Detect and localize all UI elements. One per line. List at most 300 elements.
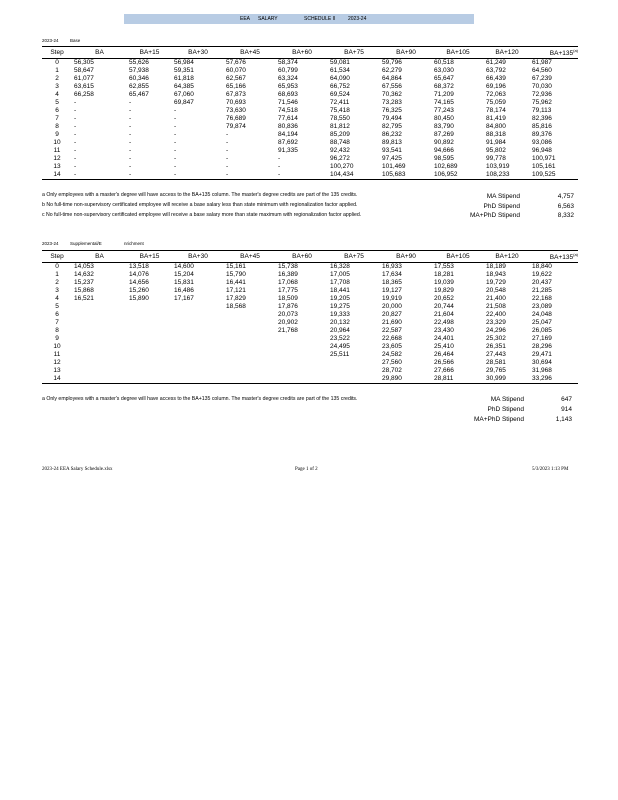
salary-cell: 19,622 [532, 271, 552, 279]
salary-cell: 69,524 [330, 91, 350, 99]
salary-cell [72, 375, 127, 384]
salary-cell: 18,365 [382, 279, 402, 287]
step-cell: 5 [55, 303, 59, 311]
salary-cell: 102,689 [434, 163, 458, 171]
table1-header-row [42, 47, 578, 59]
salary-cell: 92,432 [330, 147, 350, 155]
salary-cell: 71,546 [278, 99, 298, 107]
salary-cell: 28,296 [532, 343, 552, 351]
salary-cell [172, 303, 224, 311]
table-row [42, 327, 578, 335]
column-header: Step [42, 47, 72, 59]
salary-cell: 56,305 [74, 59, 94, 67]
salary-cell: 17,005 [330, 271, 350, 279]
salary-cell: 15,260 [129, 287, 149, 295]
salary-cell: 63,615 [74, 83, 94, 91]
salary-cell: 19,275 [330, 303, 350, 311]
salary-cell: 21,604 [434, 311, 454, 319]
salary-cell: 59,081 [330, 59, 350, 67]
salary-cell: 27,169 [532, 335, 552, 343]
salary-cell: 20,132 [330, 319, 350, 327]
step-cell: 3 [55, 287, 59, 295]
table2-year-label: 2023-24 [42, 241, 59, 246]
table1-phd-stipend-label: PhD Stipend [483, 203, 520, 210]
salary-cell: - [174, 115, 177, 123]
column-header: BA+30 [172, 47, 224, 59]
salary-cell: 65,467 [129, 91, 149, 99]
salary-cell: - [74, 115, 77, 123]
salary-cell: - [129, 155, 132, 163]
salary-cell: 63,030 [434, 67, 454, 75]
salary-cell: 74,165 [434, 99, 454, 107]
table-row [42, 147, 578, 155]
table-row [42, 271, 578, 279]
salary-cell [127, 375, 172, 384]
salary-cell: - [129, 115, 132, 123]
salary-cell: 63,792 [486, 67, 506, 75]
salary-cell: 18,189 [486, 263, 506, 271]
salary-cell: - [129, 163, 132, 171]
salary-cell: 33,296 [530, 375, 578, 384]
salary-cell: 73,283 [382, 99, 402, 107]
salary-cell: 57,676 [226, 59, 246, 67]
salary-cell [172, 327, 224, 335]
column-header: BA+75 [328, 47, 380, 59]
base-salary-table [42, 46, 578, 180]
salary-cell: 61,534 [330, 67, 350, 75]
salary-cell: 18,509 [278, 295, 298, 303]
salary-cell: 20,744 [434, 303, 454, 311]
salary-cell: 67,873 [226, 91, 246, 99]
step-cell: 7 [55, 319, 59, 327]
salary-cell: 89,376 [532, 131, 552, 139]
salary-cell: 64,385 [174, 83, 194, 91]
salary-cell: 62,279 [382, 67, 402, 75]
salary-cell: 13,518 [129, 263, 149, 271]
table2-name-label-extra: nrichment [124, 241, 144, 246]
salary-cell: 65,647 [434, 75, 454, 83]
salary-cell: 64,864 [382, 75, 402, 83]
salary-cell: 61,818 [174, 75, 194, 83]
step-cell: 14 [42, 375, 72, 384]
salary-cell [276, 343, 328, 351]
salary-cell: 64,090 [330, 75, 350, 83]
salary-cell: 82,396 [532, 115, 552, 123]
salary-cell: 27,560 [382, 359, 402, 367]
salary-cell: 20,964 [330, 327, 350, 335]
column-header: BA+105 [432, 47, 484, 59]
salary-cell [276, 367, 328, 375]
salary-cell: 28,581 [486, 359, 506, 367]
salary-cell: 79,874 [226, 123, 246, 131]
table-row [42, 279, 578, 287]
salary-cell: 96,948 [532, 147, 552, 155]
salary-cell: 21,285 [532, 287, 552, 295]
step-cell: 6 [55, 311, 59, 319]
salary-cell [172, 311, 224, 319]
salary-cell: 23,430 [434, 327, 454, 335]
step-cell: 2 [55, 75, 59, 83]
salary-cell: 55,626 [129, 59, 149, 67]
salary-cell: 60,518 [434, 59, 454, 67]
salary-cell: 26,566 [434, 359, 454, 367]
step-cell: 4 [55, 91, 59, 99]
salary-cell: 15,738 [278, 263, 298, 271]
salary-cell: 104,434 [328, 171, 380, 180]
salary-cell: 80,836 [278, 123, 298, 131]
salary-cell: 30,694 [532, 359, 552, 367]
salary-cell: 60,799 [278, 67, 298, 75]
table-row [42, 343, 578, 351]
table-row [42, 359, 578, 367]
salary-cell: 15,161 [226, 263, 246, 271]
salary-cell: 20,827 [382, 311, 402, 319]
table-row [42, 163, 578, 171]
salary-cell: 17,553 [434, 263, 454, 271]
salary-cell [328, 375, 380, 384]
salary-cell: 25,302 [486, 335, 506, 343]
step-cell: 13 [53, 163, 61, 171]
table-row [42, 155, 578, 163]
salary-cell: 25,511 [330, 351, 350, 359]
salary-cell: 22,668 [382, 335, 402, 343]
salary-cell: - [72, 171, 127, 180]
salary-cell [127, 343, 172, 351]
salary-cell [172, 319, 224, 327]
salary-cell: 26,464 [434, 351, 454, 359]
table1-name-label: Base [70, 38, 81, 43]
salary-cell [72, 335, 127, 343]
salary-cell [224, 375, 276, 384]
table-row [42, 107, 578, 115]
salary-cell: 81,419 [486, 115, 506, 123]
salary-cell: 20,437 [532, 279, 552, 287]
salary-cell [72, 327, 127, 335]
salary-cell: - [174, 107, 177, 115]
step-cell: 4 [55, 295, 59, 303]
salary-cell: 67,239 [532, 75, 552, 83]
salary-cell: 99,778 [486, 155, 506, 163]
salary-cell: 76,325 [382, 107, 402, 115]
step-cell: 3 [55, 83, 59, 91]
step-cell: 10 [53, 139, 61, 147]
salary-cell: - [74, 123, 77, 131]
salary-cell: 83,790 [434, 123, 454, 131]
table1-year-label: 2023-24 [42, 38, 59, 43]
salary-cell: 61,249 [486, 59, 506, 67]
salary-cell [72, 311, 127, 319]
salary-cell [127, 351, 172, 359]
salary-cell: 80,450 [434, 115, 454, 123]
title-org: EEA [240, 16, 251, 22]
step-cell: 2 [55, 279, 59, 287]
salary-cell: 22,498 [434, 319, 454, 327]
salary-cell: 88,748 [330, 139, 350, 147]
salary-cell: 14,632 [74, 271, 94, 279]
salary-cell: - [174, 155, 177, 163]
table-row [42, 311, 578, 319]
salary-cell: 22,168 [532, 295, 552, 303]
salary-cell [276, 351, 328, 359]
salary-cell: 17,775 [278, 287, 298, 295]
salary-cell: 60,346 [129, 75, 149, 83]
salary-cell: 21,508 [486, 303, 506, 311]
salary-cell [127, 335, 172, 343]
salary-cell: 15,890 [129, 295, 149, 303]
salary-cell: 67,060 [174, 91, 194, 99]
step-cell: 0 [55, 263, 59, 271]
salary-cell: 98,595 [434, 155, 454, 163]
table2-ma-stipend-value: 647 [561, 396, 572, 403]
step-cell: 8 [55, 327, 59, 335]
salary-cell: 79,494 [382, 115, 402, 123]
salary-cell: 17,167 [174, 295, 194, 303]
salary-cell: 25,410 [434, 343, 454, 351]
salary-cell: 68,693 [278, 91, 298, 99]
salary-cell: 17,634 [382, 271, 402, 279]
salary-cell: - [74, 139, 77, 147]
salary-cell: - [74, 163, 77, 171]
salary-cell [224, 343, 276, 351]
salary-cell: - [224, 171, 276, 180]
salary-cell: 66,752 [330, 83, 350, 91]
table1-note-b: b No full-time non-supervisory certificated employee will receive a base salary less than state minimum with regionalization factor applied. [42, 202, 358, 208]
salary-cell: 24,401 [434, 335, 454, 343]
salary-cell: 17,829 [226, 295, 246, 303]
salary-cell: 58,374 [278, 59, 298, 67]
salary-cell: 23,329 [486, 319, 506, 327]
salary-cell: 19,039 [434, 279, 454, 287]
salary-cell: 28,702 [382, 367, 402, 375]
salary-cell: 87,269 [434, 131, 454, 139]
salary-cell: 16,521 [74, 295, 94, 303]
salary-cell: 57,938 [129, 67, 149, 75]
salary-cell: 89,813 [382, 139, 402, 147]
table-row [42, 115, 578, 123]
salary-cell: 86,232 [382, 131, 402, 139]
salary-cell: 17,121 [226, 287, 246, 295]
salary-cell [276, 335, 328, 343]
salary-cell: 26,085 [532, 327, 552, 335]
salary-cell: 61,987 [532, 59, 552, 67]
salary-cell [72, 303, 127, 311]
table-row [42, 263, 578, 272]
salary-cell: 61,077 [74, 75, 94, 83]
title-schedule: SCHEDULE II [304, 16, 336, 22]
column-header: BA+15 [127, 47, 172, 59]
salary-cell: 21,400 [486, 295, 506, 303]
step-cell: 12 [53, 359, 61, 367]
salary-cell: 17,876 [278, 303, 298, 311]
table2-ma-stipend-label: MA Stipend [490, 396, 524, 403]
salary-cell: - [74, 147, 77, 155]
salary-cell: - [74, 99, 77, 107]
table-row [42, 335, 578, 343]
salary-cell: 60,070 [226, 67, 246, 75]
step-cell: 5 [55, 99, 59, 107]
table-row [42, 131, 578, 139]
salary-cell [172, 351, 224, 359]
column-header: BA+90 [380, 251, 432, 263]
table-row [42, 303, 578, 311]
step-cell: 8 [55, 123, 59, 131]
salary-cell [328, 359, 380, 367]
salary-cell: 75,962 [532, 99, 552, 107]
salary-cell: - [226, 155, 229, 163]
salary-cell: - [74, 131, 77, 139]
salary-cell [276, 359, 328, 367]
footnote-marker: (a) [573, 48, 578, 53]
salary-cell [224, 351, 276, 359]
salary-cell [224, 335, 276, 343]
salary-cell: 30,999 [484, 375, 530, 384]
table-row [42, 99, 578, 107]
salary-cell: 15,831 [174, 279, 194, 287]
salary-cell [172, 343, 224, 351]
salary-cell: 16,486 [174, 287, 194, 295]
salary-cell [127, 367, 172, 375]
salary-cell: - [226, 131, 229, 139]
step-cell: 9 [55, 335, 59, 343]
salary-cell: - [226, 147, 229, 155]
salary-cell: 73,630 [226, 107, 246, 115]
table2-header-row [42, 251, 578, 263]
column-header: BA+105 [432, 251, 484, 263]
salary-cell: 67,556 [382, 83, 402, 91]
table-row [42, 139, 578, 147]
salary-cell: 79,113 [532, 107, 552, 115]
salary-cell: - [174, 147, 177, 155]
salary-cell: - [129, 139, 132, 147]
salary-cell: 16,933 [382, 263, 402, 271]
salary-cell: - [276, 171, 328, 180]
salary-cell: - [174, 163, 177, 171]
step-cell: 10 [53, 343, 61, 351]
salary-cell: 96,272 [330, 155, 350, 163]
title-salary: SALARY [258, 16, 278, 22]
table-row [42, 367, 578, 375]
salary-cell: 20,073 [278, 311, 298, 319]
salary-cell: - [226, 139, 229, 147]
salary-cell [72, 367, 127, 375]
step-cell: 11 [53, 147, 61, 155]
salary-cell: 94,666 [434, 147, 454, 155]
column-header: BA+60 [276, 47, 328, 59]
salary-cell: - [174, 139, 177, 147]
step-cell: 1 [55, 271, 59, 279]
column-header: $BA+135^{(a)}$ [530, 251, 578, 263]
salary-cell [224, 367, 276, 375]
column-header: $BA+135^{(a)}$ [530, 47, 578, 59]
salary-cell: 108,233 [484, 171, 530, 180]
salary-cell [224, 327, 276, 335]
salary-cell: 103,919 [486, 163, 510, 171]
salary-cell: 24,582 [382, 351, 402, 359]
footer-page-number: Page 1 of 2 [295, 467, 318, 472]
salary-cell: 23,089 [532, 303, 552, 311]
salary-cell: - [129, 147, 132, 155]
salary-cell [72, 351, 127, 359]
salary-cell: 23,522 [330, 335, 350, 343]
salary-cell: 20,000 [382, 303, 402, 311]
table1-ma-stipend-label: MA Stipend [486, 193, 520, 200]
salary-cell: 14,076 [129, 271, 149, 279]
column-header: BA+15 [127, 251, 172, 263]
salary-cell: 21,690 [382, 319, 402, 327]
table1-ma-stipend-value: 4,757 [557, 193, 574, 200]
salary-cell: 109,525 [530, 171, 578, 180]
salary-cell: 66,439 [486, 75, 506, 83]
salary-cell: 75,059 [486, 99, 506, 107]
salary-cell: 20,652 [434, 295, 454, 303]
salary-cell: - [172, 171, 224, 180]
step-cell: 12 [53, 155, 61, 163]
salary-cell: 70,693 [226, 99, 246, 107]
salary-cell: 65,166 [226, 83, 246, 91]
column-header: BA [72, 47, 127, 59]
column-header: BA+75 [328, 251, 380, 263]
salary-cell: 84,800 [486, 123, 506, 131]
column-header: BA+120 [484, 251, 530, 263]
salary-cell: 18,568 [226, 303, 246, 311]
salary-cell: - [226, 163, 229, 171]
salary-cell: - [278, 155, 281, 163]
salary-cell: 69,847 [174, 99, 194, 107]
table1-maphd-stipend-value: 8,332 [557, 212, 574, 219]
salary-cell: - [129, 131, 132, 139]
salary-cell: 62,855 [129, 83, 149, 91]
salary-cell [72, 343, 127, 351]
salary-cell [72, 359, 127, 367]
salary-cell: 27,666 [434, 367, 454, 375]
salary-cell: 27,443 [486, 351, 506, 359]
table2-maphd-stipend-label: MA+PhD Stipend [473, 416, 524, 423]
salary-cell: 65,953 [278, 83, 298, 91]
salary-cell [72, 319, 127, 327]
salary-cell: 106,952 [432, 171, 484, 180]
salary-cell: 19,127 [382, 287, 402, 295]
salary-cell: 71,209 [434, 91, 454, 99]
salary-cell: 91,984 [486, 139, 506, 147]
salary-cell: 29,765 [486, 367, 506, 375]
salary-cell: 20,902 [278, 319, 298, 327]
salary-cell [172, 375, 224, 384]
salary-cell [172, 367, 224, 375]
salary-cell [224, 319, 276, 327]
salary-cell: 78,174 [486, 107, 506, 115]
salary-cell: 82,795 [382, 123, 402, 131]
salary-cell: 105,683 [380, 171, 432, 180]
salary-cell: 21,768 [278, 327, 298, 335]
salary-cell: 77,243 [434, 107, 454, 115]
table-row [42, 123, 578, 131]
salary-cell: 15,204 [174, 271, 194, 279]
table2-phd-stipend-value: 914 [561, 406, 572, 413]
salary-cell: 74,518 [278, 107, 298, 115]
column-header: BA+30 [172, 251, 224, 263]
step-cell: 14 [42, 171, 72, 180]
salary-cell: - [129, 123, 132, 131]
table-row [42, 75, 578, 83]
column-header: BA+60 [276, 251, 328, 263]
step-cell: 13 [53, 367, 61, 375]
salary-cell: 72,411 [330, 99, 350, 107]
salary-cell: 18,943 [486, 271, 506, 279]
salary-cell: 18,441 [330, 287, 350, 295]
salary-cell: 93,086 [532, 139, 552, 147]
salary-cell: - [174, 123, 177, 131]
table-row [42, 319, 578, 327]
